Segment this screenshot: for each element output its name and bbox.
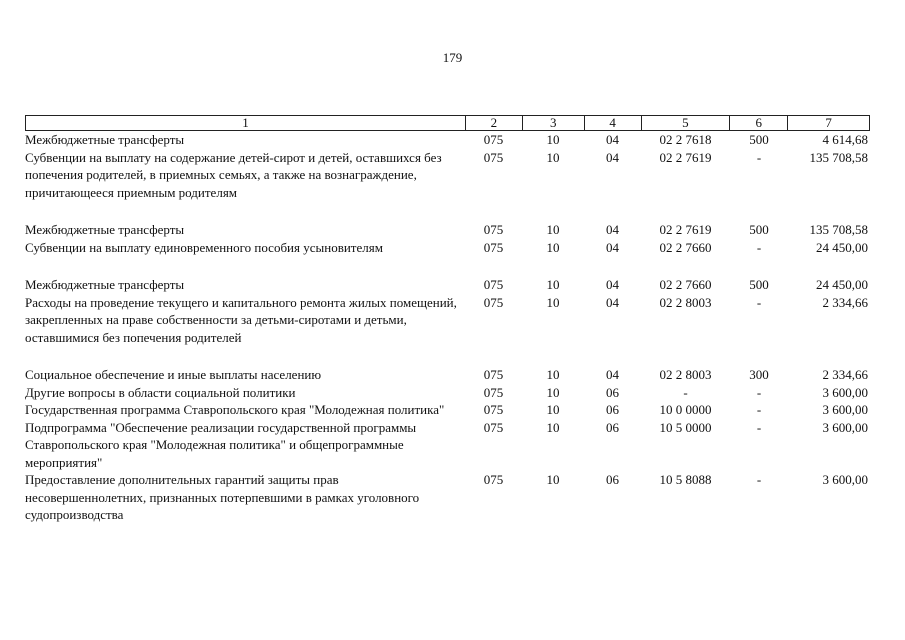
row-col-4: 06: [606, 472, 619, 487]
row-col-7: 3 600,00: [822, 384, 868, 400]
row-name: Государственная программа Ставропольского края "Молодежная политика": [25, 402, 445, 417]
row-col-5: 10 5 0000: [659, 419, 712, 435]
row-col-2: 075: [483, 132, 504, 147]
row-col-5: 02 2 7660: [659, 239, 712, 255]
budget-table: [25, 115, 870, 524]
row-name: Подпрограмма "Обеспечение реализации государственной программы Ставропольского края "Молодежная политика" и общепрограммные мероприятия": [25, 419, 417, 470]
row-col-2: 075: [483, 239, 504, 255]
table-row: [25, 131, 870, 149]
row-name: Другие вопросы в области социальной политики: [25, 384, 296, 400]
row-col-7: 135 708,58: [809, 149, 868, 165]
row-col-4: 06: [606, 419, 619, 435]
row-col-6: 500: [749, 222, 769, 237]
row-col-4: 04: [606, 277, 619, 292]
header-col-2: 2: [465, 116, 522, 130]
row-col-7: 2 334,66: [822, 367, 868, 382]
row-col-2: 075: [483, 384, 504, 400]
row-col-4: 06: [606, 384, 619, 400]
row-col-6: -: [756, 384, 762, 400]
row-col-5: 10 0 0000: [659, 402, 712, 417]
row-col-2: 075: [483, 277, 504, 292]
row-col-5: 02 2 8003: [659, 294, 712, 310]
header-col-3: 3: [522, 116, 584, 130]
header-col-1: 1: [242, 115, 249, 130]
row-name: Расходы на проведение текущего и капитального ремонта жилых помещений, закрепленных на праве собственности за детьми-сиротами и детьми, оставшимися без попечения родителей: [25, 294, 457, 345]
row-col-2: 075: [483, 294, 504, 310]
row-col-4: 04: [606, 132, 619, 147]
row-col-3: 10: [546, 277, 560, 292]
row-col-3: 10: [546, 419, 560, 435]
row-name: Межбюджетные трансферты: [25, 132, 185, 147]
header-col-4: 4: [584, 116, 641, 130]
row-col-5: -: [683, 384, 688, 400]
table-row: [25, 401, 870, 419]
row-spacer: [25, 201, 870, 221]
page-number: 179: [442, 50, 463, 65]
row-name: Субвенции на выплату на содержание детей-сирот и детей, оставшихся без попечения родителей, в приемных семьях, а также на вознаграждение, причитающееся приемным родителям: [25, 149, 442, 200]
table-row: [25, 471, 870, 524]
row-col-6: 500: [749, 277, 769, 292]
row-col-6: -: [756, 419, 762, 435]
table-row: [25, 221, 870, 239]
row-col-3: 10: [546, 239, 560, 255]
table-row: [25, 294, 870, 347]
row-name: Межбюджетные трансферты: [25, 277, 185, 292]
row-spacer: [25, 256, 870, 276]
row-name: Субвенции на выплату единовременного пособия усыновителям: [25, 239, 383, 255]
row-col-3: 10: [546, 132, 560, 147]
row-col-5: 02 2 7660: [659, 277, 712, 292]
row-col-7: 2 334,66: [822, 294, 868, 310]
row-col-3: 10: [546, 149, 560, 165]
row-col-3: 10: [546, 402, 560, 417]
row-col-7: 3 600,00: [822, 402, 868, 417]
row-col-2: 075: [483, 222, 504, 237]
table-row: [25, 384, 870, 402]
row-col-5: 10 5 8088: [659, 472, 712, 487]
row-col-3: 10: [546, 222, 560, 237]
row-col-7: 3 600,00: [822, 472, 868, 487]
row-col-3: 10: [546, 384, 560, 400]
row-col-4: 04: [606, 367, 619, 382]
row-col-7: 24 450,00: [816, 239, 868, 255]
row-col-3: 10: [546, 472, 560, 487]
table-row: [25, 276, 870, 294]
row-col-7: 135 708,58: [809, 222, 868, 237]
row-col-2: 075: [483, 149, 504, 165]
table-header: [25, 115, 870, 131]
row-col-6: -: [756, 149, 762, 165]
row-col-2: 075: [483, 419, 504, 435]
row-col-5: 02 2 7619: [659, 149, 712, 165]
row-col-6: -: [756, 472, 762, 487]
row-col-7: 3 600,00: [822, 419, 868, 435]
row-col-4: 04: [606, 149, 619, 165]
row-col-6: -: [756, 294, 762, 310]
table-row: [25, 149, 870, 202]
table-row: [25, 366, 870, 384]
row-col-6: 500: [749, 132, 769, 147]
row-col-7: 24 450,00: [816, 277, 868, 292]
row-col-6: -: [756, 239, 762, 255]
row-col-7: 4 614,68: [822, 132, 868, 147]
row-col-5: 02 2 8003: [659, 367, 712, 382]
header-col-7: 7: [787, 116, 869, 130]
row-col-4: 04: [606, 294, 619, 310]
table-row: [25, 239, 870, 257]
row-col-2: 075: [483, 367, 504, 382]
row-col-2: 075: [483, 402, 504, 417]
row-col-3: 10: [546, 367, 560, 382]
row-col-5: 02 2 7619: [659, 222, 712, 237]
row-col-5: 02 2 7618: [659, 132, 712, 147]
row-col-4: 06: [606, 402, 619, 417]
row-spacer: [25, 346, 870, 366]
header-col-6: 6: [729, 116, 787, 130]
row-col-6: -: [756, 402, 762, 417]
row-col-4: 04: [606, 239, 619, 255]
header-col-5: 5: [641, 116, 730, 130]
row-col-4: 04: [606, 222, 619, 237]
row-col-2: 075: [483, 472, 504, 487]
row-col-3: 10: [546, 294, 560, 310]
row-name: Предоставление дополнительных гарантий защиты прав несовершеннолетних, признанных потерпевшими в рамках уголовного судопроизводства: [25, 472, 420, 522]
table-row: [25, 419, 870, 472]
row-name: Межбюджетные трансферты: [25, 222, 185, 237]
row-col-6: 300: [749, 367, 769, 382]
row-name: Социальное обеспечение и иные выплаты населению: [25, 367, 322, 382]
